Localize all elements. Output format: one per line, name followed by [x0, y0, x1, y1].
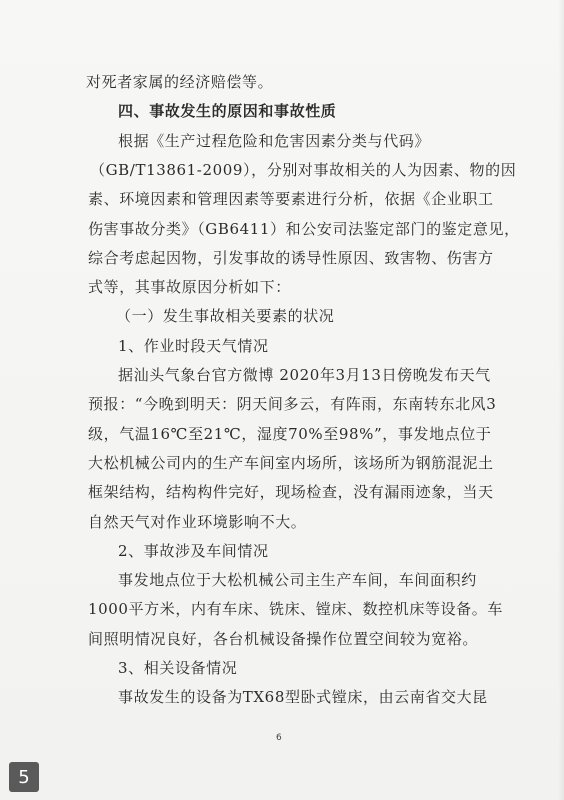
- text-line-21: 3、相关设备情况: [118, 659, 238, 677]
- text-line-5: 素、环境因素和管理因素等要素进行分析，依据《企业职工: [88, 190, 494, 208]
- page-number: 6: [276, 733, 282, 743]
- text-line-14: 大松机械公司内的生产车间室内场所，该场所为钢筋混泥土: [88, 454, 494, 472]
- text-line-20: 间照明情况良好，各台机械设备操作位置空间较为宽裕。: [88, 630, 479, 648]
- text-line-6: 伤害事故分类》（GB6411）和公安司法鉴定部门的鉴定意见，: [88, 220, 520, 238]
- text-line-10: 1、作业时段天气情况: [118, 337, 269, 355]
- text-line-12: 预报：“今晚到明天：阴天间多云，有阵雨，东南转东北风3: [88, 395, 497, 413]
- text-line-9: （一）发生事故相关要素的状况: [116, 307, 335, 325]
- text-line-4: （GB/T13861-2009），分别对事故相关的人为因素、物的因: [90, 161, 517, 179]
- text-line-3: 根据《生产过程危险和危害因素分类与代码》: [118, 132, 431, 150]
- text-line-8: 式等，其事故原因分析如下：: [88, 278, 291, 296]
- text-line-18: 事发地点位于大松机械公司主生产车间，车间面积约: [118, 571, 477, 589]
- text-line-16: 自然天气对作业环境影响不大。: [88, 513, 307, 531]
- text-line-13: 级，气温16℃至21℃，湿度70%至98%”，事发地点位于: [88, 425, 492, 443]
- text-line-22: 事故发生的设备为TX68型卧式镗床，由云南省交大昆: [118, 688, 488, 706]
- text-line-7: 综合考虑起因物，引发事故的诱导性原因、致害物、伤害方: [88, 249, 494, 267]
- text-line-11: 据汕头气象台官方微博 2020年3月13日傍晚发布天气: [118, 366, 491, 384]
- section-heading: 四、事故发生的原因和事故性质: [118, 102, 337, 120]
- text-line-19: 1000平方米，内有车床、铣床、镗床、数控机床等设备。车: [88, 600, 503, 618]
- text-line-17: 2、事故涉及车间情况: [118, 542, 269, 560]
- page-badge[interactable]: 5: [9, 762, 39, 792]
- text-line-1: 对死者家属的经济赔偿等。: [86, 73, 274, 91]
- text-line-15: 框架结构，结构构件完好，现场检查，没有漏雨迹象，当天: [88, 483, 494, 501]
- scan-edge: [558, 0, 564, 800]
